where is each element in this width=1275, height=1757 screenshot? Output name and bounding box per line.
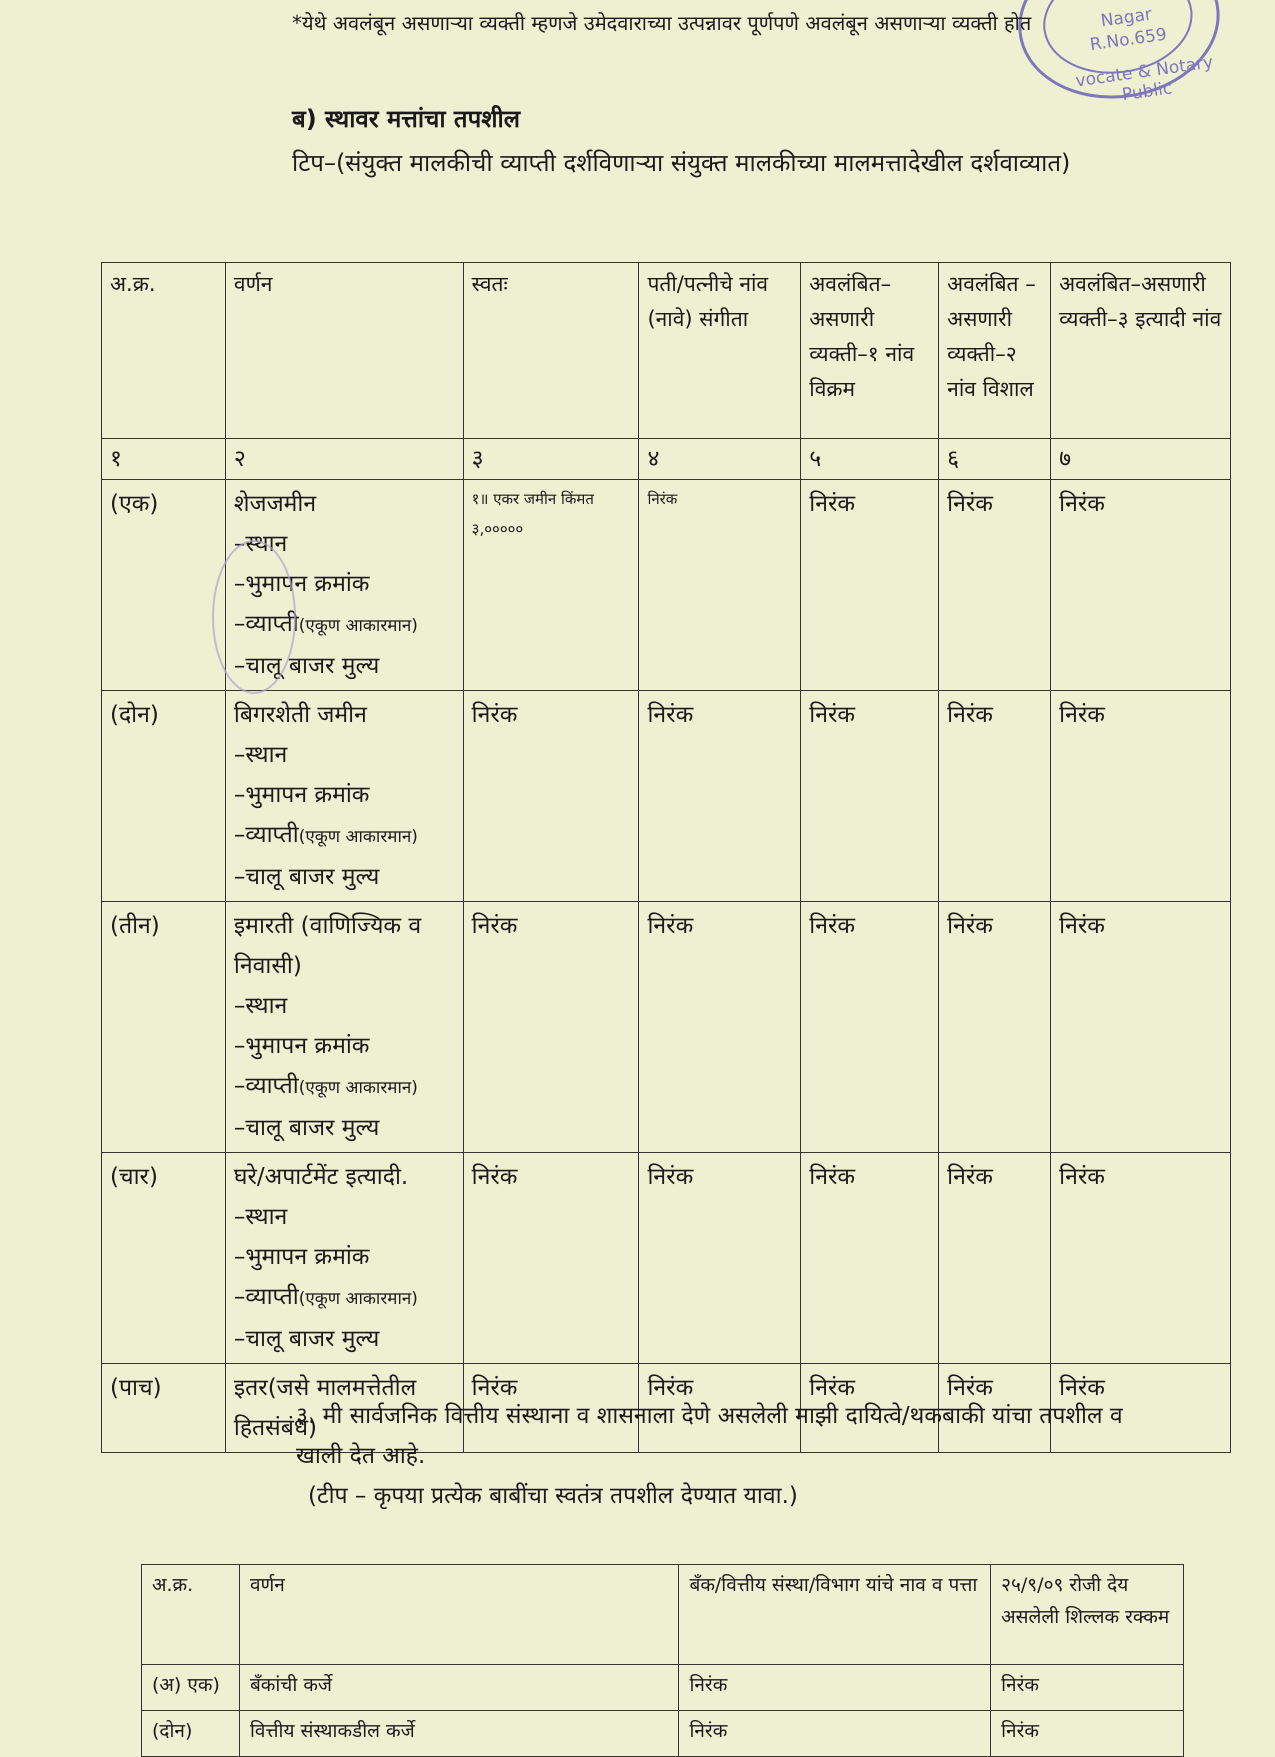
header-spouse: पती/पत्नीचे नांव (नावे) संगीता <box>639 263 801 439</box>
column-number: ७ <box>1051 439 1231 480</box>
stamp-text-line2: R.No.659 <box>1088 24 1169 56</box>
column-number: २ <box>225 439 463 480</box>
section-b-heading: ब) स्थावर मत्तांचा तपशील <box>292 105 521 133</box>
row-title: घरे/अपार्टमेंट इत्यादी. <box>233 1164 409 1190</box>
row-dep3-value: निरंक <box>1051 1364 1231 1453</box>
section-b-tip: टिप–(संयुक्त मालकीची व्याप्ती दर्शविणाऱ्या संयुक्त मालकीच्या मालमत्तादेखील दर्शवाव्यात) <box>292 149 1071 177</box>
row-sr: (एक) <box>102 480 226 691</box>
sub-item-market-value: –चालू बाजर मुल्य <box>233 1326 380 1352</box>
row-title: बिगरशेती जमीन <box>233 702 367 728</box>
row-dep2-value: निरंक <box>939 902 1051 1153</box>
row-dep3-value: निरंक <box>1051 1153 1231 1364</box>
extent-label: –व्याप्ती <box>233 611 299 637</box>
row-amount: निरंक <box>991 1665 1184 1711</box>
header-balance-due: २५/९/०९ रोजी देय असलेली शिल्लक रक्कम <box>991 1565 1184 1665</box>
header-dependent-3: अवलंबित–असणारी व्यक्ती–३ इत्यादी नांव <box>1051 263 1231 439</box>
row-dep2-value: निरंक <box>939 691 1051 902</box>
sub-item-extent <box>234 815 455 857</box>
row-dep3-value: निरंक <box>1051 480 1231 691</box>
sub-item-survey: –भुमापन क्रमांक <box>233 782 370 808</box>
extent-label: –व्याप्ती <box>233 822 299 848</box>
header-sr-no: अ.क्र. <box>102 263 226 439</box>
extent-label: –व्याप्ती <box>233 1284 299 1310</box>
row-description <box>225 1153 463 1364</box>
dependents-definition-note: *येथे अवलंबून असणाऱ्या व्यक्ती म्हणजे उमेदवाराच्या उत्पन्नावर पूर्णपणे अवलंबून असणाऱ्या व्यक्ती होत <box>292 11 1032 35</box>
header-description: वर्णन <box>225 263 463 439</box>
column-number: ६ <box>939 439 1051 480</box>
table-header-row <box>102 263 1231 439</box>
row-self-value: १॥ एकर जमीन किंमत ३,००००० <box>463 480 639 691</box>
row-dep1-value: निरंक <box>801 691 939 902</box>
table-row <box>102 902 1231 1153</box>
liabilities-table <box>141 1564 1184 1757</box>
sub-item-location: –स्थान <box>233 742 288 768</box>
sub-item-location: –स्थान <box>233 1204 288 1230</box>
row-self-value: निरंक <box>463 691 639 902</box>
row-title: इतर(जसे मालमत्तेतील हितसंबंध) <box>225 1364 463 1453</box>
row-dep1-value: निरंक <box>801 1153 939 1364</box>
header-dependent-1: अवलंबित–असणारी व्यक्ती–१ नांव विक्रम <box>801 263 939 439</box>
extent-note: (एकूण आकारमान) <box>298 616 418 636</box>
sub-item-extent <box>234 1277 455 1319</box>
row-bank: निरंक <box>679 1665 991 1711</box>
row-bank: निरंक <box>679 1711 991 1757</box>
row-dep3-value: निरंक <box>1051 902 1231 1153</box>
table-header-row <box>142 1565 1184 1665</box>
column-number: ४ <box>639 439 801 480</box>
extent-note: (एकूण आकारमान) <box>298 827 418 847</box>
header-bank-name-address: बँक/वित्तीय संस्था/विभाग यांचे नाव व पत्ता <box>679 1565 991 1665</box>
extent-note: (एकूण आकारमान) <box>298 1078 418 1098</box>
row-title: इमारती (वाणिज्यिक व निवासी) <box>233 913 422 979</box>
stamp-text-line1: Nagar <box>1099 4 1154 32</box>
column-number: ५ <box>801 439 939 480</box>
column-number: ३ <box>463 439 639 480</box>
sub-item-market-value: –चालू बाजर मुल्य <box>233 864 380 890</box>
column-number-row <box>102 439 1231 480</box>
column-number: १ <box>102 439 226 480</box>
row-dep1-value: निरंक <box>801 1364 939 1453</box>
sub-item-survey: –भुमापन क्रमांक <box>233 1244 370 1270</box>
row-spouse-value: निरंक <box>639 1153 801 1364</box>
row-sr: (तीन) <box>102 902 226 1153</box>
row-spouse-value: निरंक <box>639 480 801 691</box>
row-self-value: निरंक <box>463 1153 639 1364</box>
row-sr: (दोन) <box>102 691 226 902</box>
row-sr: (पाच) <box>102 1364 226 1453</box>
extent-label: –व्याप्ती <box>233 1073 299 1099</box>
row-dep2-value: निरंक <box>939 480 1051 691</box>
row-sr: (चार) <box>102 1153 226 1364</box>
row-sr: (अ) एक) <box>142 1665 240 1711</box>
stamp-text-line3: vocate & Notary Public <box>1074 52 1215 106</box>
row-self-value: निरंक <box>463 902 639 1153</box>
row-description <box>225 691 463 902</box>
row-description: बँकांची कर्जे <box>239 1665 679 1711</box>
row-amount: निरंक <box>991 1711 1184 1757</box>
row-spouse-value: निरंक <box>639 902 801 1153</box>
sub-item-survey: –भुमापन क्रमांक <box>233 571 370 597</box>
table-row <box>102 691 1231 902</box>
row-description <box>225 902 463 1153</box>
sub-item-location: –स्थान <box>233 993 288 1019</box>
sub-item-location: –स्थान <box>233 531 288 557</box>
header-description: वर्णन <box>239 1565 679 1665</box>
sub-item-market-value: –चालू बाजर मुल्य <box>233 653 380 679</box>
sub-item-market-value: –चालू बाजर मुल्य <box>233 1115 380 1141</box>
row-dep2-value: निरंक <box>939 1364 1051 1453</box>
row-dep1-value: निरंक <box>801 480 939 691</box>
row-spouse-value: निरंक <box>639 1364 801 1453</box>
immovable-assets-table <box>101 262 1231 1453</box>
row-dep1-value: निरंक <box>801 902 939 1153</box>
table-row <box>102 1153 1231 1364</box>
row-title: शेजजमीन <box>233 491 317 517</box>
row-self-value: निरंक <box>463 1364 639 1453</box>
header-sr-no: अ.क्र. <box>142 1565 240 1665</box>
row-dep3-value: निरंक <box>1051 691 1231 902</box>
table-row <box>142 1665 1184 1711</box>
sub-item-extent <box>234 1066 455 1108</box>
header-self: स्वतः <box>463 263 639 439</box>
faint-stamp-impression <box>212 540 296 694</box>
row-description: वित्तीय संस्थाकडील कर्जे <box>239 1711 679 1757</box>
row-spouse-value: निरंक <box>639 691 801 902</box>
row-sr: (दोन) <box>142 1711 240 1757</box>
liabilities-tip: (टीप – कृपया प्रत्येक बाबींचा स्वतंत्र तपशील देण्यात यावा.) <box>308 1483 798 1509</box>
sub-item-survey: –भुमापन क्रमांक <box>233 1033 370 1059</box>
header-dependent-2: अवलंबित –असणारी व्यक्ती–२ नांव विशाल <box>939 263 1051 439</box>
liabilities-statement: ३. मी सार्वजनिक वित्तीय संस्थाना व शासनाला देणे असलेली माझी दायित्वे/थकबाकी यांचा तपशील व खाली देत आहे. <box>296 1403 1123 1469</box>
row-dep2-value: निरंक <box>939 1153 1051 1364</box>
extent-note: (एकूण आकारमान) <box>298 1289 418 1309</box>
